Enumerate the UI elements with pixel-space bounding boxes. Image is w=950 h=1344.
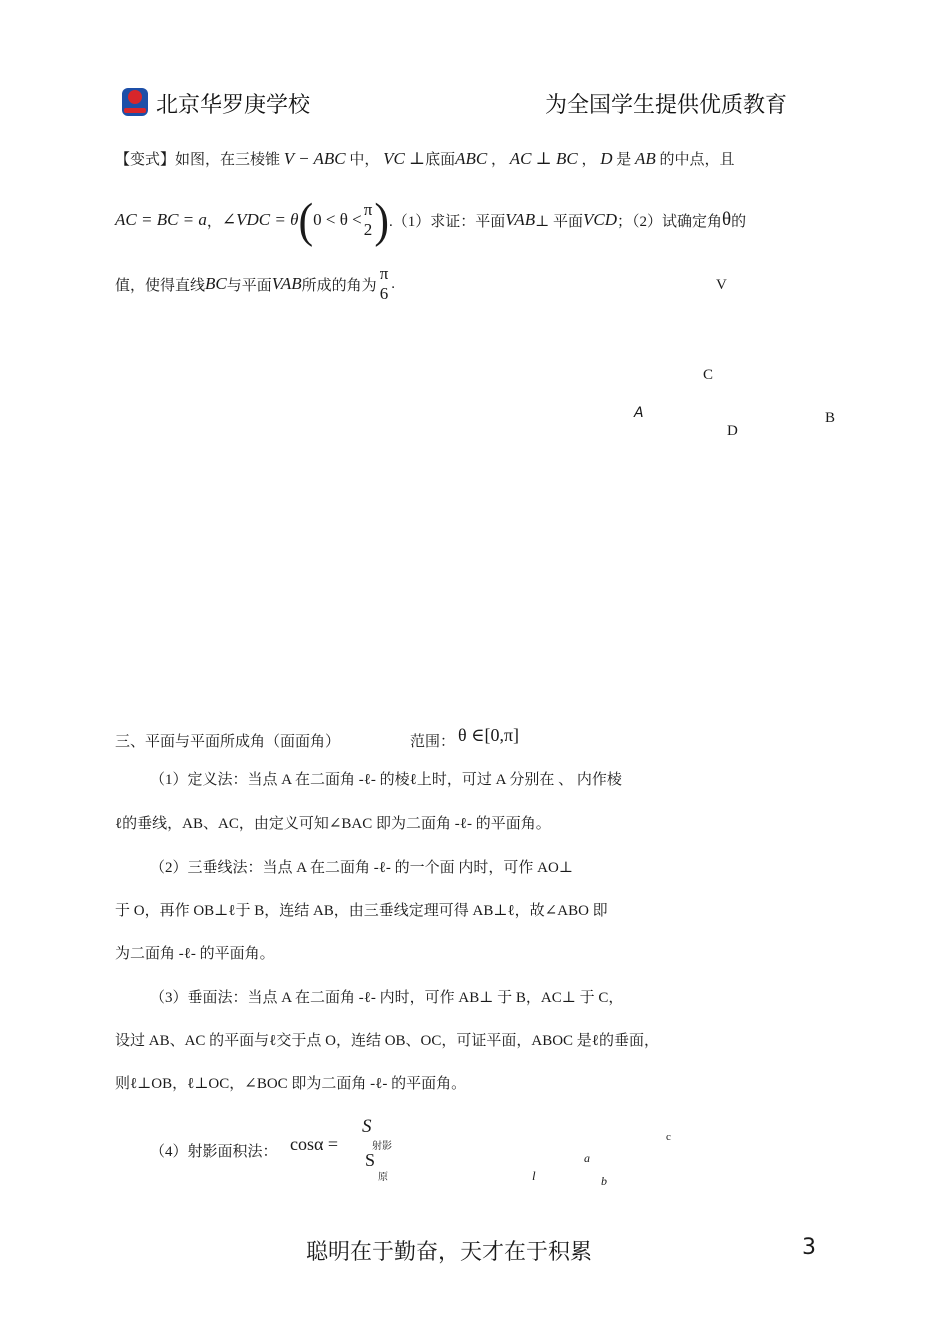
method4-label: （4）射影面积法： [150, 1144, 278, 1160]
footer-motto: 聪明在于勤奋，天才在于积累 [306, 1240, 593, 1265]
figure2-label-c: c [666, 1131, 671, 1143]
fraction-pi-over-6: π 6 [379, 264, 389, 303]
problem-line-2: AC = BC = a ， ∠VDC = θ ( 0 < θ < π 2 ) .（1）求证：平面 VAB ⊥ 平面 VCD ；（2）试确定角 θ 的 [115, 193, 747, 247]
fraction-pi-over-2: π 2 [363, 200, 373, 239]
figure-label-v: V [716, 277, 727, 293]
s-projection: S [362, 1116, 372, 1137]
method2-line3: 为二面角 -ℓ- 的平面角。 [115, 946, 275, 962]
figure-label-b: B [825, 410, 836, 426]
s-original: S [365, 1150, 376, 1170]
range-value: θ ∈[0,π] [458, 725, 520, 745]
method2-line1: （2）三垂线法：当点 A 在二面角 -ℓ- 的一个面 内时，可作 AO⊥ [150, 860, 573, 876]
method3-line3: 则ℓ⊥OB，ℓ⊥OC，∠BOC 即为二面角 -ℓ- 的平面角。 [115, 1076, 467, 1092]
figure2-label-a: a [584, 1151, 590, 1165]
figure2-label-b: b [601, 1174, 607, 1188]
s-projection-sub: 射影 [372, 1141, 392, 1152]
range-label: 范围： [410, 734, 456, 750]
figure-label-c: C [703, 367, 714, 383]
figure-label-a: A [634, 405, 644, 421]
method3-line1: （3）垂面法：当点 A 在二面角 -ℓ- 内时，可作 AB⊥ 于 B，AC⊥ 于 C， [150, 990, 624, 1006]
header-slogan: 为全国学生提供优质教育 [545, 93, 788, 118]
school-logo [122, 88, 148, 116]
figure2-label-l: l [532, 1168, 536, 1183]
section-title: 三、平面与平面所成角（面面角） [115, 734, 341, 750]
figure-label-d: D [727, 423, 738, 439]
problem-tag: 【变式】 [115, 152, 176, 168]
problem-line-3: 值，使得直线 BC 与平面 VAB 所成的角为 π 6 . [115, 264, 396, 303]
s-original-sub: 原 [378, 1172, 388, 1183]
problem-line-1: 【变式】如图，在三棱锥 V − ABC 中， VC ⊥底面ABC ， AC ⊥ BC ， D 是 AB 的中点，且 [115, 149, 735, 168]
method1-line2: ℓ的垂线，AB、AC，由定义可知∠BAC 即为二面角 -ℓ- 的平面角。 [115, 816, 551, 832]
cos-formula: cosα = [290, 1134, 339, 1154]
method3-line2: 设过 AB、AC 的平面与ℓ交于点 O，连结 OB、OC，可证平面，ABOC 是ℓ的垂面， [115, 1033, 659, 1049]
method2-line2: 于 O，再作 OB⊥ℓ于 B，连结 AB，由三垂线定理可得 AB⊥ℓ，故∠ABO 即 [115, 903, 608, 919]
school-name: 北京华罗庚学校 [156, 93, 311, 118]
method1-line1: （1）定义法：当点 A 在二面角 -ℓ- 的棱ℓ上时，可过 A 分别在 、 内作棱 [150, 772, 622, 788]
page-number: 3 [802, 1235, 816, 1260]
